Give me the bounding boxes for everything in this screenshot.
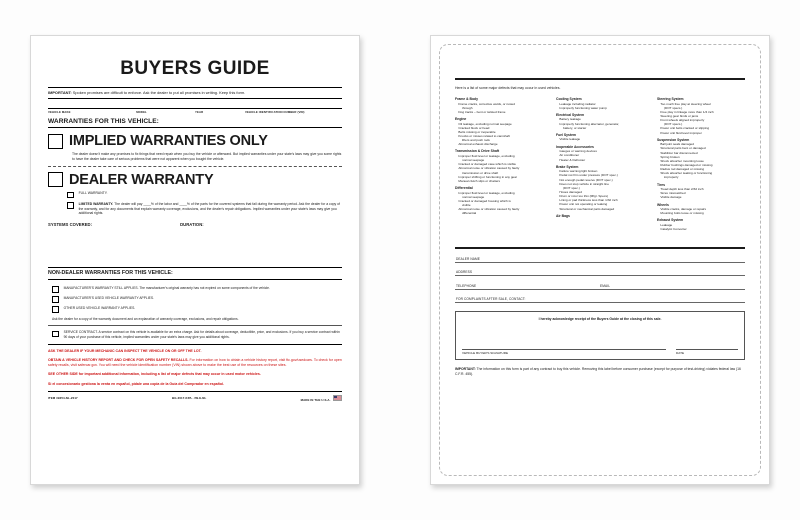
defect-item: Heater & Defroster <box>559 157 586 162</box>
spanish-notice: Si el concesionario gestiona la venta en español, pídale una copia de la Guía del Comprador en español. <box>48 381 225 386</box>
defect-item: differential <box>462 211 477 216</box>
defect-item: Cracked or damaged housing which is <box>458 198 511 203</box>
divider <box>48 344 342 345</box>
page-title: BUYERS GUIDE <box>120 58 270 79</box>
buyers-guide-front-page <box>30 35 360 485</box>
service-contract-text: SERVICE CONTRACT. A service contract on this vehicle is available for an extra charge. Ask for details about coverage, deductible, price, and exclusions. If you buy a service contract within 90 days of your purchase of this vehicle, implied warranties under your state's laws may give you additional rights. <box>63 330 340 339</box>
email-label: EMAIL <box>600 283 611 288</box>
see-other-side-notice: SEE OTHER SIDE for important additional information, including a list of major defects that may occur in used motor vehicles. <box>48 372 261 377</box>
dealer-name-label: DEALER NAME <box>456 256 480 261</box>
group-title: Tires <box>657 182 666 187</box>
defect-item: Cracked block or head <box>458 125 490 130</box>
defect-group <box>556 214 644 218</box>
systems-covered-label: SYSTEMS COVERED: <box>48 222 93 228</box>
divider <box>48 325 342 326</box>
defect-group <box>556 145 644 162</box>
defect-item: Structural parts bent or damaged <box>660 146 706 151</box>
defect-group <box>455 97 543 114</box>
defect-item: Improper fluid level or leakage, excluding <box>458 190 515 195</box>
defect-item: Stabilizer bar disconnected <box>660 150 698 155</box>
defect-item: Free play in linkage more than 1/4 inch <box>660 109 714 114</box>
defect-item: Abnormal exhaust discharge <box>458 142 498 147</box>
group-title: Engine <box>455 117 467 122</box>
defect-item: Tread depth less than 2/32 inch <box>660 187 704 192</box>
defect-item: Knocks or misses related to camshaft <box>458 134 510 139</box>
defect-item: Not enough pedal reserve (DOT spec.) <box>559 177 613 182</box>
limited-warranty-row[interactable] <box>67 202 342 217</box>
defect-item: Improper fluid level or leakage, excluding <box>458 154 515 159</box>
limited-warranty-checkbox[interactable] <box>67 202 74 209</box>
manufacturer-used-warranty-label: MANUFACTURER'S USED VEHICLE WARRANTY APPLIES. <box>63 295 154 300</box>
back-important-notice <box>455 367 745 377</box>
defect-item: Drum or rotor too thin (Mfgr. Specs) <box>559 194 609 199</box>
defect-item: Improper shifting or functioning in any gear <box>458 174 518 179</box>
vehicle-field-labels <box>48 109 342 116</box>
implied-warranties-row[interactable] <box>48 133 342 149</box>
manufacturer-warranty-label: MANUFACTURER'S WARRANTY STILL APPLIES. The manufacturer's original warranty has not expired on some components of the vehicle. <box>63 285 270 290</box>
notice-block <box>48 349 342 387</box>
defect-item: lifters and push rods <box>462 138 490 143</box>
defects-column-1 <box>455 97 543 234</box>
defect-group <box>657 97 745 135</box>
vehicle-model-label: MODEL <box>136 110 147 115</box>
group-title: Inoperable Accessories <box>556 144 594 149</box>
warranties-heading: WARRANTIES FOR THIS VEHICLE: <box>48 117 159 125</box>
dealer-warranty-checkbox[interactable] <box>48 172 63 187</box>
date-label: DATE <box>676 351 685 356</box>
non-dealer-warranties-heading: NON-DEALER WARRANTIES FOR THIS VEHICLE: <box>48 270 173 277</box>
defect-item: (DOT specs.) <box>664 105 683 110</box>
date-field[interactable] <box>676 340 738 350</box>
defect-item: improperly <box>664 175 679 180</box>
defect-item: Sizes mismatched <box>660 191 686 196</box>
vehicle-history-notice <box>48 358 342 368</box>
defect-item: Power unit not operating or leaking <box>559 202 608 207</box>
defect-item: Abnormal noise or vibration caused by faulty <box>458 207 520 212</box>
defect-item: Improperly functioning alternator, generator, <box>559 121 620 126</box>
back-important-text: The information on this form is part of any contract to buy this vehicle. Removing this label before consumer purchase (except for purpose of test-driving) violates federal law (16 C.F.R. 455). <box>455 367 741 377</box>
defect-item: Leakage <box>660 223 673 228</box>
defect-group <box>556 113 644 130</box>
group-title: Differential <box>455 186 473 191</box>
group-title: Suspension System <box>657 137 690 142</box>
defect-item: normal seepage <box>462 194 485 199</box>
group-title: Steering System <box>657 97 684 101</box>
vehicle-make-label: VEHICLE MAKE <box>48 110 71 115</box>
defect-item: Catalytic Converter <box>660 227 687 232</box>
group-title: Electrical System <box>556 112 585 117</box>
defect-item: Does not stop vehicle in straight line <box>559 181 609 186</box>
defect-group <box>455 186 543 215</box>
address-label: ADDRESS <box>456 270 473 275</box>
full-warranty-label: FULL WARRANTY. <box>78 191 108 196</box>
defect-item: Spring broken <box>660 154 680 159</box>
form-code: BG-2017-KPA - IW-E-NL <box>172 396 207 401</box>
defect-item: Visible damage <box>660 195 682 200</box>
defect-item: Battery leakage <box>559 117 581 122</box>
acknowledgment-text: I hereby acknowledge receipt of the Buyers Guide at the closing of this sale. <box>538 317 662 322</box>
important-notice <box>48 88 342 98</box>
vehicle-history-rest: For information on how to obtain a vehicle history report, visit ftc.gov/usedcars. To check for open safety recalls, visit safercar.gov. You will need the vehicle identification number (VIN) shown above to make the best use of the resources on these sites. <box>48 358 342 368</box>
implied-warranties-body: The dealer doesn't make any promises to fix things that need repair when you buy the vehicle or afterward. But implied warranties under your state's laws may give you some rights to have the dealer take care of serious problems that were not apparent when you bought the vehicle. <box>72 151 342 161</box>
list-item[interactable] <box>52 296 342 303</box>
vehicle-history-bold: OBTAIN A VEHICLE HISTORY REPORT AND CHECK FOR OPEN SAFETY RECALLS. <box>48 358 189 363</box>
list-item[interactable] <box>52 306 342 313</box>
acknowledgment-box <box>455 311 745 360</box>
divider <box>48 166 342 167</box>
address-field[interactable] <box>455 263 745 277</box>
ask-dealer-copy-text: Ask the dealer for a copy of the warranty document and an explanation of warranty coverage, exclusions, and repair obligations. <box>52 316 239 321</box>
defect-group <box>657 218 745 231</box>
defect-item: Visible leakage <box>559 137 581 142</box>
defect-group <box>657 183 745 200</box>
buyer-signature-field[interactable] <box>462 340 666 350</box>
dealer-name-field[interactable] <box>455 249 745 263</box>
dealer-warranty-row[interactable] <box>48 172 342 188</box>
defect-item: Belts missing or inoperable <box>458 129 496 134</box>
implied-warranties-checkbox[interactable] <box>48 134 63 149</box>
defects-list-lead: Here is a list of some major defects that may occur in used vehicles. <box>455 86 561 90</box>
item-number: ITEM #9254-NL-2017 <box>48 396 78 401</box>
defect-item: Radius rod damaged or missing <box>660 167 705 172</box>
defect-item: Frame cracks, corrective welds, or rusted <box>458 101 515 106</box>
defect-group <box>657 138 745 180</box>
defect-item: visible <box>462 203 471 208</box>
made-in-usa-label: MADE IN THE U.S.A. <box>300 397 331 402</box>
service-contract-row[interactable] <box>52 330 342 339</box>
defect-item: Leakage including radiator <box>559 101 596 106</box>
defect-item: (DOT spec.) <box>563 185 580 190</box>
mechanic-inspect-notice: ASK THE DEALER IF YOUR MECHANIC CAN INSPECT THE VEHICLE ON OR OFF THE LOT. <box>48 348 202 353</box>
defect-item: Hoses damaged <box>559 189 582 194</box>
important-label: IMPORTANT: <box>48 90 72 96</box>
telephone-label: TELEPHONE <box>456 283 477 288</box>
defect-group <box>455 149 543 183</box>
defect-item: Gauges or warning devices <box>559 149 597 154</box>
defect-group <box>455 117 543 146</box>
group-title: Fuel System <box>556 132 576 137</box>
defect-item: Power unit fluid level improper <box>660 130 702 135</box>
dealer-info-block <box>455 247 745 303</box>
complaints-label: FOR COMPLAINTS AFTER SALE, CONTACT: <box>456 297 526 302</box>
manufacturer-warranty-checkbox[interactable] <box>52 286 59 293</box>
defects-column-3 <box>657 97 745 234</box>
implied-warranties-title: IMPLIED WARRANTIES ONLY <box>69 133 268 150</box>
defect-item: (DOT specs.) <box>664 122 683 127</box>
defect-item: transmission or drive shaft <box>462 170 499 175</box>
dealer-warranty-title: DEALER WARRANTY <box>69 171 214 188</box>
group-title: Cooling System <box>556 97 582 101</box>
list-item[interactable] <box>52 286 342 293</box>
defect-group <box>556 165 644 211</box>
defect-item: Oil leakage, excluding normal seepage <box>458 121 512 126</box>
defect-item: Air conditioner <box>559 153 580 158</box>
limited-warranty-label: LIMITED WARRANTY. <box>78 201 114 206</box>
defect-item: Visible cracks, damage or repairs <box>660 207 707 212</box>
group-title: Transmission & Drive Shaft <box>455 149 500 154</box>
defect-item: Manual clutch slips or chatters <box>458 178 501 183</box>
divider <box>48 127 342 128</box>
duration-label: DURATION: <box>180 222 204 228</box>
defect-item: Too much free play at steering wheel <box>660 101 711 106</box>
defects-column-2 <box>556 97 644 234</box>
defect-item: Shock absorber mounting loose <box>660 158 704 163</box>
defect-item: Dog tracks – bent or twisted frame <box>458 109 506 114</box>
back-important-label: IMPORTANT: <box>455 367 476 372</box>
other-used-warranty-label: OTHER USED VEHICLE WARRANTY APPLIES. <box>63 305 136 310</box>
buyers-guide-back-page <box>430 35 770 485</box>
defect-item: Improperly functioning water pump <box>559 105 607 110</box>
service-contract-checkbox[interactable] <box>52 331 59 338</box>
signature-row <box>462 340 738 350</box>
vehicle-year-label: YEAR <box>194 110 204 115</box>
defect-item: Rubber bushings damaged or missing <box>660 163 713 168</box>
defect-group <box>556 97 644 110</box>
group-title: Air Bags <box>556 213 570 218</box>
group-title: Wheels <box>657 202 669 207</box>
defect-item: Power unit belts cracked or slipping <box>660 126 710 131</box>
defect-item: Cracked or damaged case which is visible <box>458 162 516 167</box>
front-page-content <box>31 36 359 401</box>
defect-item: Pedal not firm under pressure (DOT spec.) <box>559 173 618 178</box>
back-page-content <box>455 58 745 470</box>
full-warranty-checkbox[interactable] <box>67 192 74 199</box>
buyer-signature-label: VEHICLE BUYER'S SIGNATURE <box>462 351 509 356</box>
group-title: Frame & Body <box>455 97 478 101</box>
full-warranty-row[interactable] <box>67 191 342 198</box>
defects-columns <box>455 97 745 234</box>
made-in-usa <box>301 395 342 402</box>
defect-item: Ball joint seals damaged <box>660 142 694 147</box>
other-used-warranty-checkbox[interactable] <box>52 306 59 313</box>
vehicle-vin-label: VEHICLE IDENTIFICATION NUMBER (VIN) <box>244 110 305 115</box>
defect-group <box>556 133 644 142</box>
front-footer <box>48 392 342 402</box>
divider <box>455 78 745 80</box>
defect-item: normal seepage <box>462 158 485 163</box>
limited-warranty-text <box>79 202 342 217</box>
defect-item: through <box>462 105 473 110</box>
defect-item: battery, or starter <box>563 125 587 130</box>
defect-item: Failure warning light broken <box>559 169 598 174</box>
defect-item: Steering gear binds or jams <box>660 114 699 119</box>
important-text: Spoken promises are difficult to enforce. Ask the dealer to put all promises in writing. Keep this form. <box>72 90 246 96</box>
defect-item: Lining or pad thickness less than 1/32 inch <box>559 198 618 203</box>
limited-warranty-body: The dealer will pay ____% of the labor and ____% of the parts for the covered systems that fail during the warranty period. Ask the dealer for a copy of the warranty, and for any documents that explain warranty coverage, exclusions, and the dealer's repair obligations. Implied warranties under your state's laws may give you additional rights. <box>78 201 340 216</box>
defect-item: Structural or mechanical parts damaged <box>559 206 615 211</box>
us-flag-icon <box>333 395 342 402</box>
defect-item: Front wheels aligned improperly <box>660 118 705 123</box>
group-title: Exhaust System <box>657 218 684 223</box>
telephone-email-field[interactable] <box>455 276 745 290</box>
defect-item: Mounting bolts loose or missing <box>660 211 704 216</box>
group-title: Brake System <box>556 164 579 169</box>
defect-item: Abnormal noise or vibration caused by faulty <box>458 166 520 171</box>
complaints-contact-field[interactable] <box>455 290 745 304</box>
manufacturer-used-warranty-checkbox[interactable] <box>52 296 59 303</box>
defect-group <box>657 203 745 216</box>
defect-item: Shock absorber leaking or functioning <box>660 171 713 176</box>
signature-labels <box>462 351 738 355</box>
